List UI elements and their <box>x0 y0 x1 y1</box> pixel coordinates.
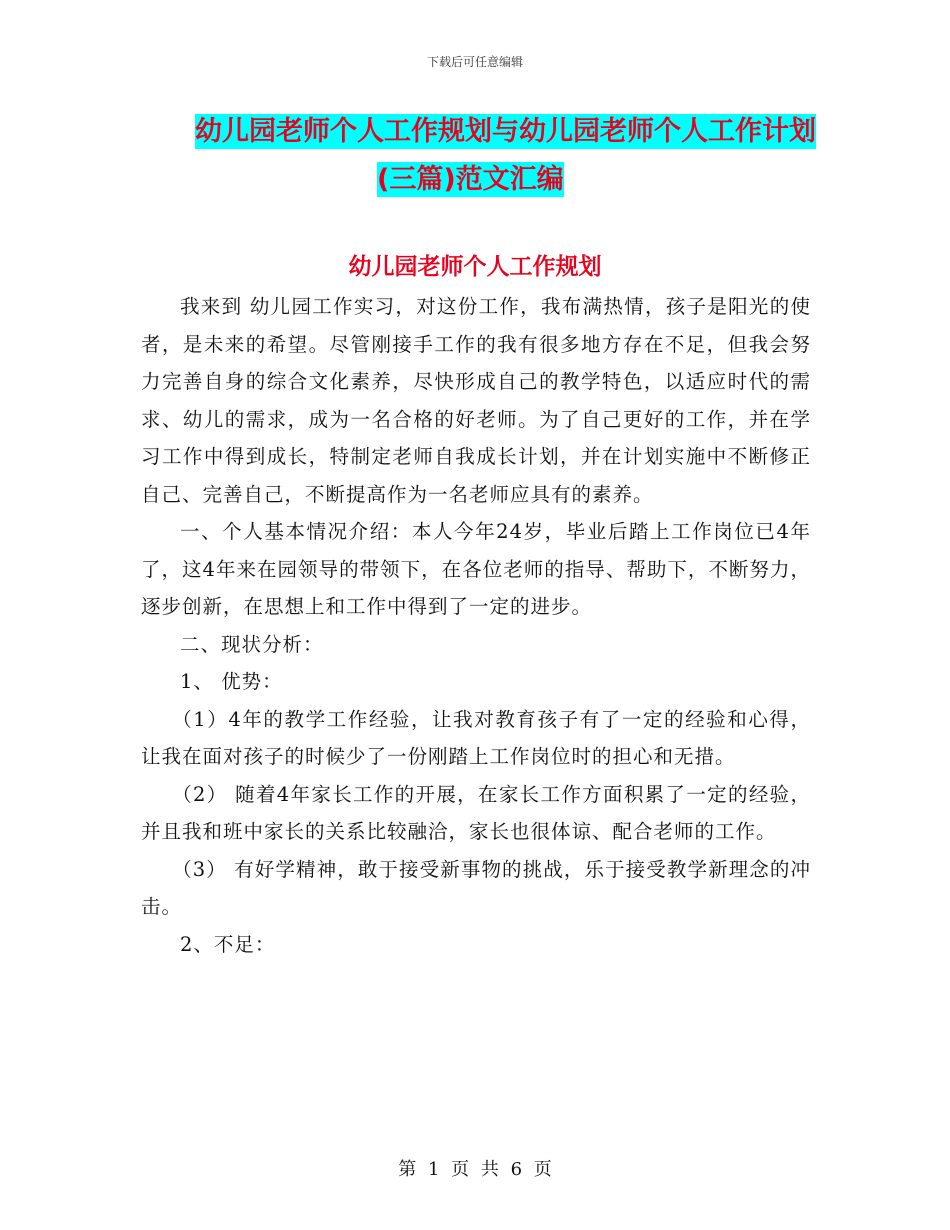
paragraph-strength-1: （1）4年的教学工作经验，让我对教育孩子有了一定的经验和心得，让我在面对孩子的时候少了一份刚踏上工作岗位时的担心和无措。 <box>141 707 811 768</box>
document-title <box>140 108 820 204</box>
document-title-line-2 <box>140 156 820 204</box>
title-highlight-2: (三篇)范文汇编 <box>377 164 564 195</box>
paragraph-weakness-heading: 2、不足： <box>180 932 276 956</box>
paragraph-strength-3: （3） 有好学精神，敢于接受新事物的挑战，乐于接受教学新理念的冲击。 <box>141 857 811 918</box>
paragraph-basic-info: 一、个人基本情况介绍：本人今年24岁，毕业后踏上工作岗位已4年了，这4年来在园领导的带领下，在各位老师的指导、帮助下，不断努力，逐步创新，在思想上和工作中得到了一定的进步。 <box>141 520 811 618</box>
document-title-line-1 <box>140 108 820 156</box>
page-footer: 第 1 页 共 6 页 <box>398 1159 552 1180</box>
section-title: 幼儿园老师个人工作规划 <box>348 254 602 280</box>
document-body <box>141 288 811 963</box>
paragraph-intro: 我来到 幼儿园工作实习，对这份工作，我布满热情，孩子是阳光的使者，是未来的希望。尽管刚接手工作的我有很多地方存在不足，但我会努力完善自身的综合文化素养，尽快形成自己的教学特色，以适应时代的需求、幼儿的需求，成为一名合格的好老师。为了自己更好的工作，并在学习工作中得到成长，特制定老师自我成长计划，并在计划实施中不断修正自己、完善自己，不断提高作为一名老师应具有的素养。 <box>141 295 811 506</box>
paragraph-strength-2: （2） 随着4年家长工作的开展，在家长工作方面积累了一定的经验，并且我和班中家长的关系比较融洽，家长也很体谅、配合老师的工作。 <box>141 782 811 843</box>
paragraph-status-heading: 二、现状分析： <box>180 632 324 656</box>
paragraph-strengths-heading: 1、 优势： <box>180 670 283 693</box>
title-highlight-1: 幼儿园老师个人工作规划与幼儿园老师个人工作计划 <box>195 116 816 147</box>
header-note: 下载后可任意编辑 <box>426 55 523 69</box>
